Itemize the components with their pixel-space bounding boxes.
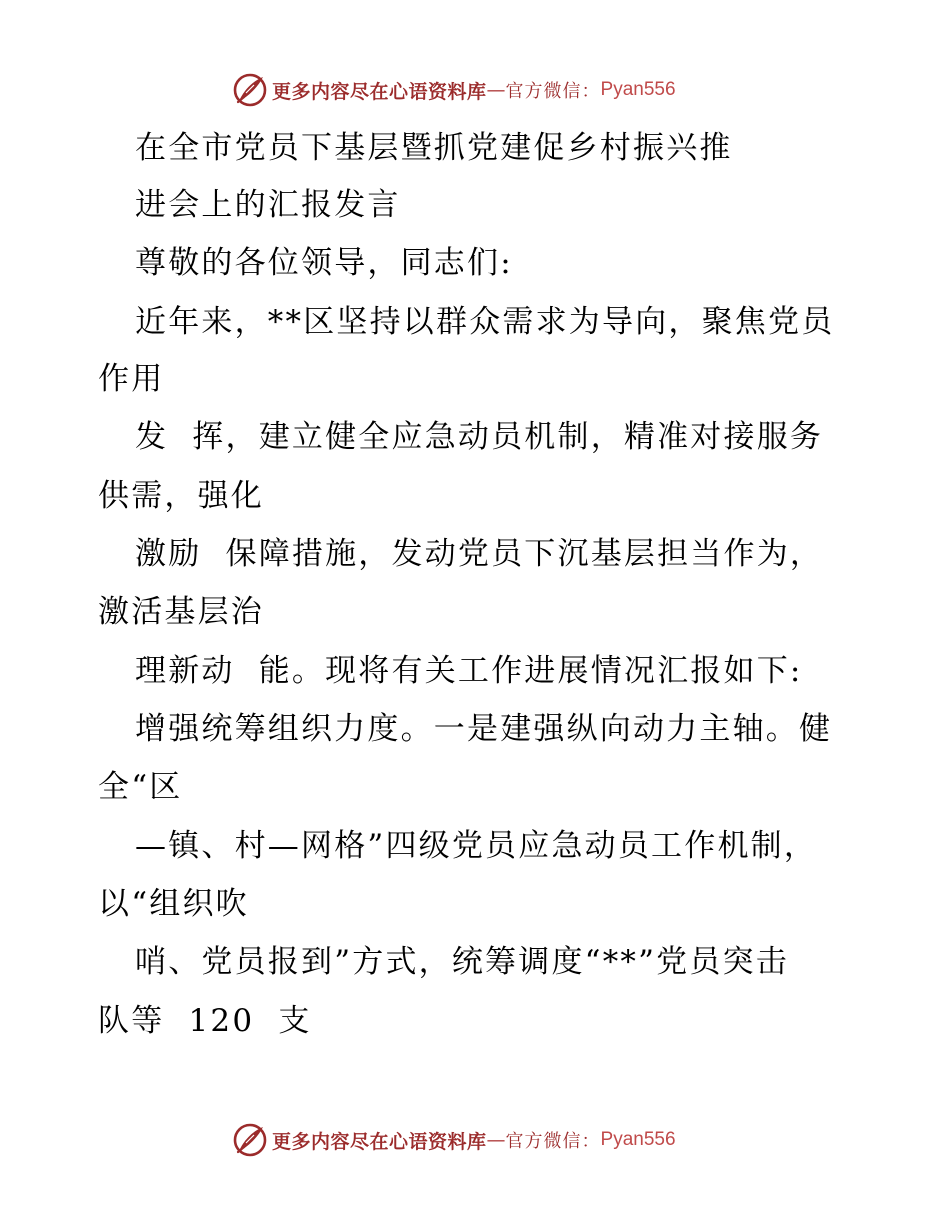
- footer-watermark: [232, 1122, 676, 1158]
- body-line: 近年来，**区坚持以群众需求为导向，聚焦党员: [135, 304, 835, 340]
- feather-pen-logo-icon: [232, 1122, 268, 1158]
- body-line: 哨、党员报到”方式，统筹调度“**”党员突击: [135, 944, 789, 980]
- body-line: 激励 保障措施，发动党员下沉基层担当作为，: [135, 536, 824, 572]
- salutation: 尊敬的各位领导，同志们:: [135, 245, 513, 281]
- body-line: 以“组织吹: [98, 886, 249, 922]
- body-line: —镇、村—网格”四级党员应急动员工作机制，: [135, 828, 818, 864]
- watermark-wechat-id: Pyan556: [600, 1129, 676, 1150]
- body-line: 供需，强化: [98, 478, 264, 514]
- body-line: 发 挥，建立健全应急动员机制，精准对接服务: [135, 419, 824, 455]
- body-line: 队等 120 支: [98, 1003, 312, 1039]
- watermark-dash: —: [486, 1129, 506, 1151]
- body-line: 作用: [98, 361, 165, 397]
- body-line: 增强统筹组织力度。一是建强纵向动力主轴。健: [135, 711, 833, 747]
- watermark-wechat-id: Pyan556: [600, 79, 676, 100]
- body-line: 全“区: [98, 769, 183, 805]
- watermark-text: 更多内容尽在心语资料库: [272, 80, 487, 103]
- watermark-label: 官方微信：: [505, 1131, 601, 1152]
- document-title-line-2: 进会上的汇报发言: [135, 187, 401, 223]
- watermark-label: 官方微信：: [505, 81, 601, 102]
- watermark-dash: —: [486, 79, 506, 101]
- document-title-line-1: 在全市党员下基层暨抓党建促乡村振兴推: [135, 130, 733, 166]
- watermark-text: 更多内容尽在心语资料库: [272, 1130, 487, 1153]
- body-line: 激活基层治: [98, 594, 264, 630]
- body-line: 理新动 能。现将有关工作进展情况汇报如下:: [135, 653, 803, 689]
